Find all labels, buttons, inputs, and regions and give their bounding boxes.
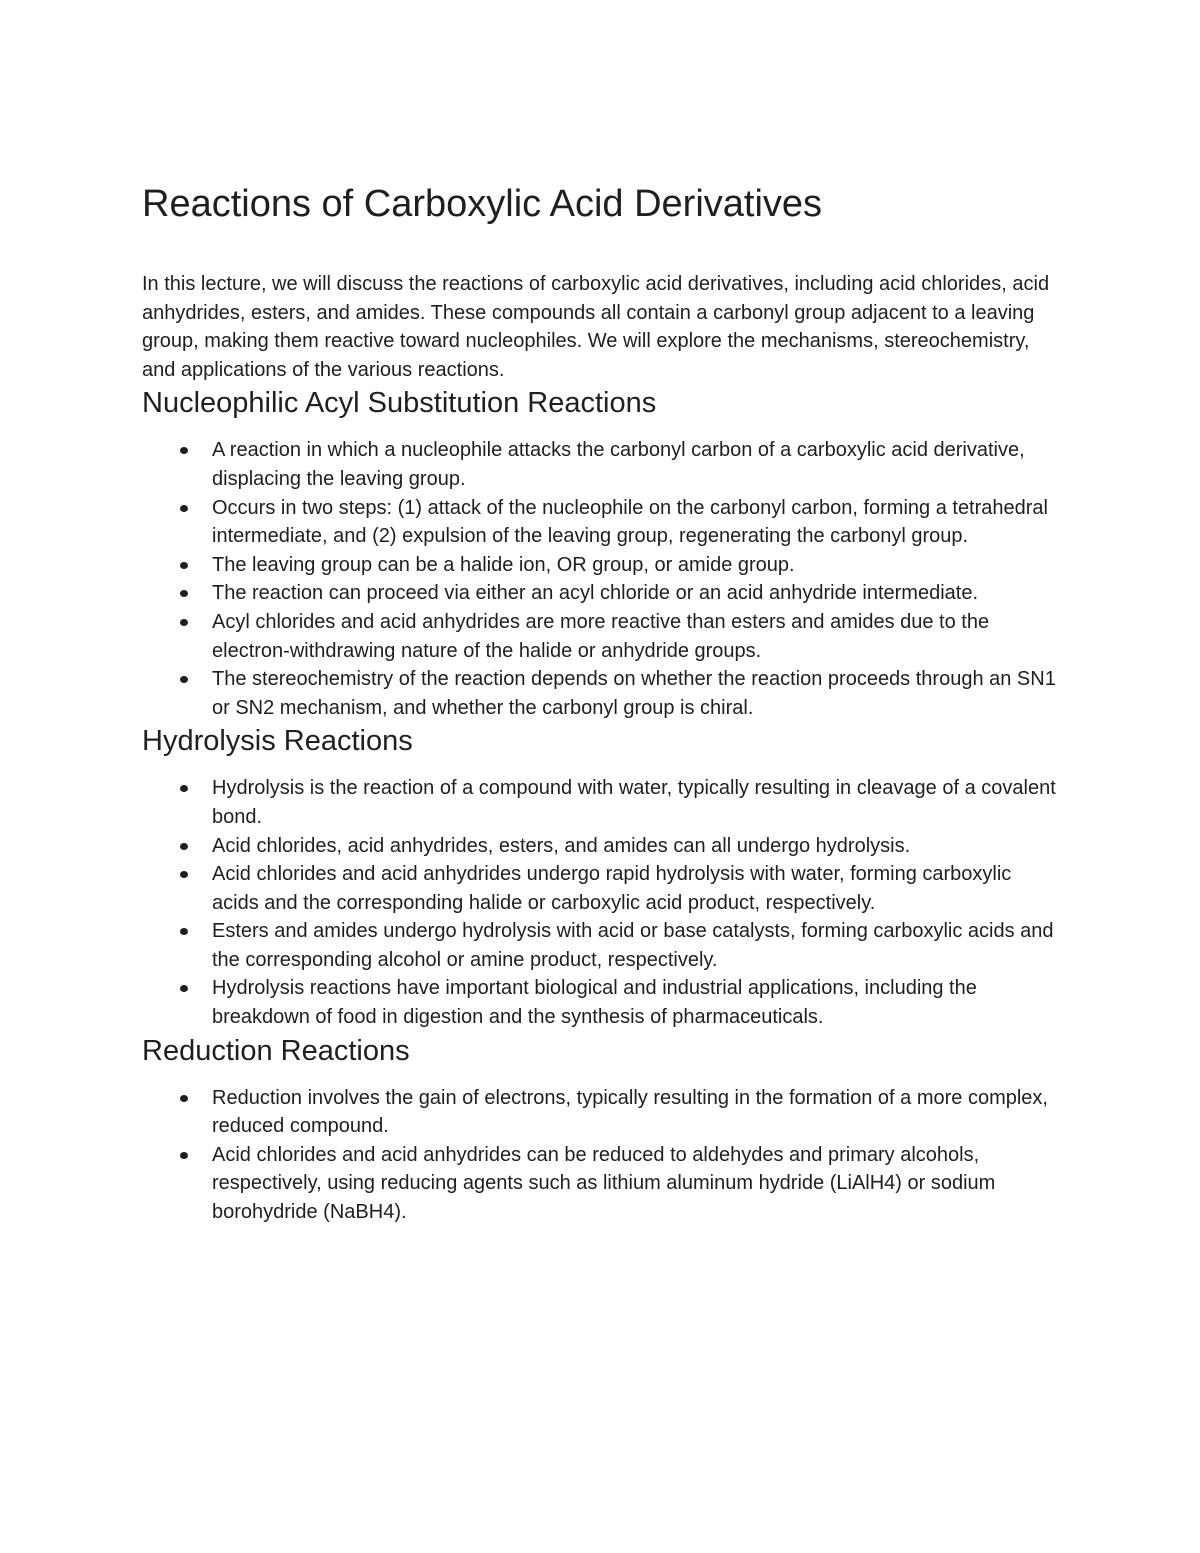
list-item-text: Acid chlorides and acid anhydrides undergo rapid hydrolysis with water, forming carboxylic acids and the corresponding halide or carboxylic acid product, respectively. bbox=[212, 863, 1012, 914]
list-item bbox=[142, 579, 1062, 608]
list-item-text: Occurs in two steps: (1) attack of the nucleophile on the carbonyl carbon, forming a tetrahedral intermediate, and (2) expulsion of the leaving group, regenerating the carbonyl group. bbox=[212, 496, 1048, 548]
list-item-text: Acid chlorides and acid anhydrides can be reduced to aldehydes and primary alcohols, respectively, using reducing agents such as lithium aluminum hydride (LiAlH4) or sodium borohydride (NaBH4). bbox=[212, 1143, 996, 1224]
list-item-text: The leaving group can be a halide ion, OR group, or amide group. bbox=[212, 553, 795, 576]
bullet-icon bbox=[180, 785, 188, 792]
list-item-text: Acid chlorides, acid anhydrides, esters, and amides can all undergo hydrolysis. bbox=[212, 834, 911, 857]
list-item-text: Acyl chlorides and acid anhydrides are more reactive than esters and amides due to the electron-withdrawing nature of the halide or anhydride groups. bbox=[212, 610, 990, 662]
bullet-icon bbox=[180, 1152, 188, 1159]
list-item bbox=[142, 494, 1062, 551]
list-item bbox=[142, 917, 1062, 974]
bullet-list-reduction bbox=[142, 1084, 1062, 1227]
bullet-list-nucleophilic-acyl-substitution bbox=[142, 436, 1062, 722]
bullet-icon bbox=[180, 1095, 188, 1102]
bullet-icon bbox=[180, 871, 188, 878]
list-item bbox=[142, 774, 1062, 831]
bullet-icon bbox=[180, 447, 188, 454]
list-item bbox=[142, 1141, 1062, 1227]
intro-paragraph: In this lecture, we will discuss the reactions of carboxylic acid derivatives, including acid chlorides, acid anhydrides, esters, and amides. These compounds all contain a carbonyl group adjacent to a leaving group, making them reactive toward nucleophiles. We will explore the mechanisms, stereochemistry, and applications of the various reactions. bbox=[142, 273, 1050, 381]
bullet-icon bbox=[180, 562, 188, 569]
list-item-text: Reduction involves the gain of electrons, typically resulting in the formation of a more complex, reduced compound. bbox=[212, 1086, 1048, 1138]
section-heading-reduction: Reduction Reactions bbox=[142, 1034, 410, 1067]
list-item-text: The reaction can proceed via either an acyl chloride or an acid anhydride intermediate. bbox=[212, 582, 978, 605]
bullet-icon bbox=[180, 619, 188, 626]
list-item bbox=[142, 832, 1062, 861]
list-item bbox=[142, 974, 1062, 1031]
section-heading-hydrolysis: Hydrolysis Reactions bbox=[142, 725, 413, 758]
list-item bbox=[142, 860, 1062, 917]
bullet-icon bbox=[180, 505, 188, 512]
list-item-text: Hydrolysis is the reaction of a compound with water, typically resulting in cleavage of a covalent bond. bbox=[212, 777, 1056, 828]
list-item bbox=[142, 1084, 1062, 1141]
list-item bbox=[142, 551, 1062, 580]
list-item bbox=[142, 436, 1062, 493]
section-heading-nucleophilic-acyl-substitution: Nucleophilic Acyl Substitution Reactions bbox=[142, 387, 657, 420]
document-body bbox=[142, 180, 1062, 1227]
list-item-text: Hydrolysis reactions have important biological and industrial applications, including the breakdown of food in digestion and the synthesis of pharmaceuticals. bbox=[212, 977, 977, 1029]
bullet-icon bbox=[180, 676, 188, 683]
bullet-icon bbox=[180, 843, 188, 850]
bullet-list-hydrolysis bbox=[142, 774, 1062, 1031]
bullet-icon bbox=[180, 590, 188, 597]
list-item-text: A reaction in which a nucleophile attacks the carbonyl carbon of a carboxylic acid derivative, displacing the leaving group. bbox=[212, 439, 1025, 490]
bullet-icon bbox=[180, 928, 188, 935]
bullet-icon bbox=[180, 985, 188, 992]
list-item-text: The stereochemistry of the reaction depends on whether the reaction proceeds through an SN1 or SN2 mechanism, and whether the carbonyl group is chiral. bbox=[212, 668, 1056, 719]
document-title: Reactions of Carboxylic Acid Derivatives bbox=[142, 183, 823, 225]
list-item-text: Esters and amides undergo hydrolysis with acid or base catalysts, forming carboxylic acids and the corresponding alcohol or amine product, respectively. bbox=[212, 920, 1054, 971]
list-item bbox=[142, 608, 1062, 665]
list-item bbox=[142, 665, 1062, 722]
